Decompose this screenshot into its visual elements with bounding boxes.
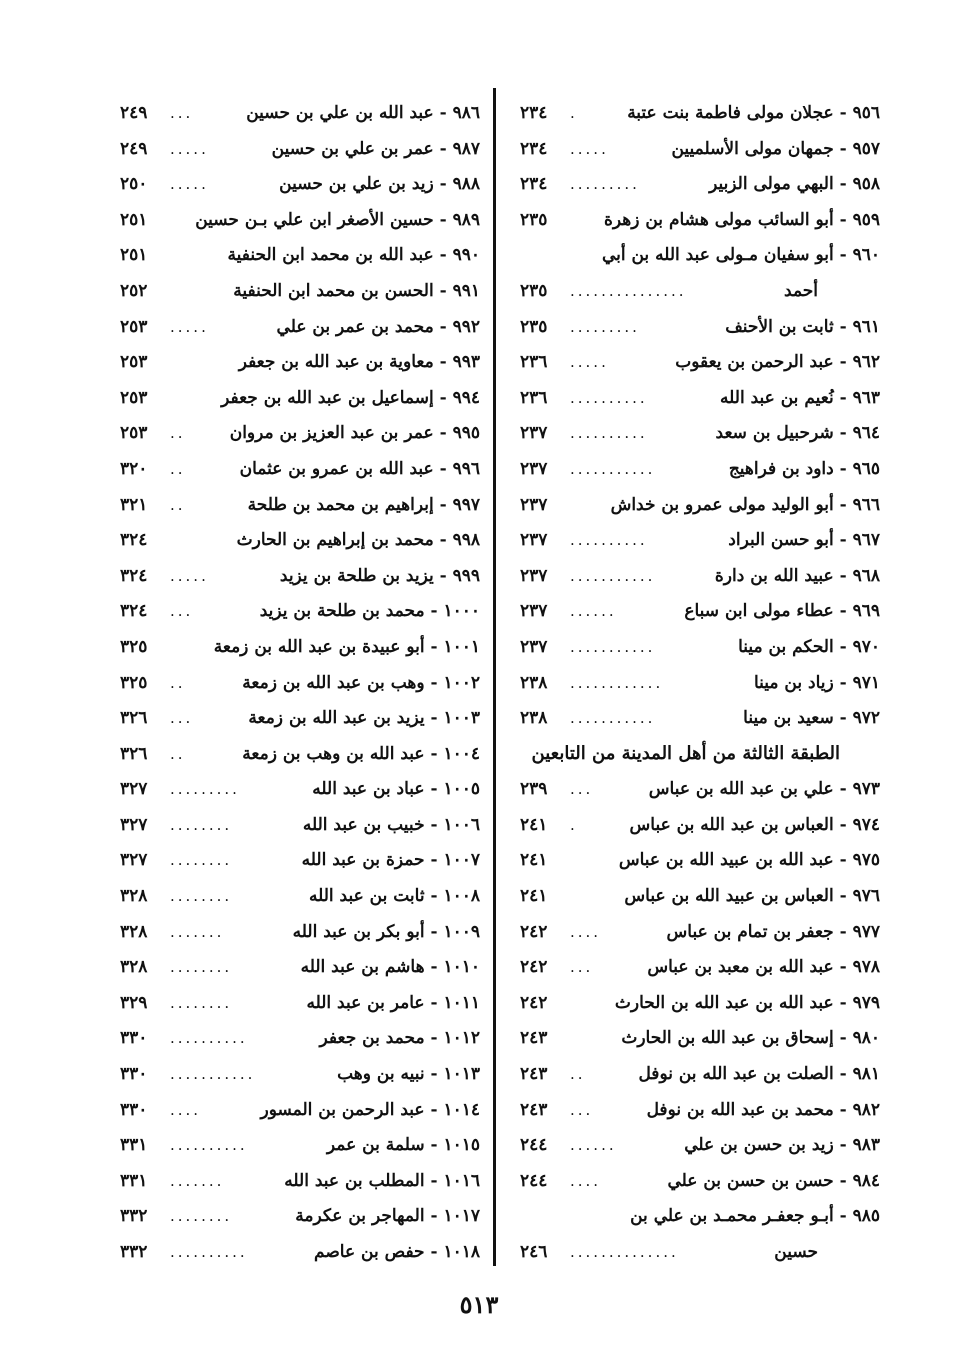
leader-dots: ...... — [570, 1136, 617, 1155]
leader-dots: ........ — [170, 958, 233, 977]
entry-page-number: ٢٤١ — [520, 886, 548, 907]
column-divider — [493, 88, 496, 1266]
index-entry — [108, 523, 480, 559]
leader-dots: .... — [570, 1171, 602, 1190]
entry-title: ٩٧٨ - عبد الله بن معبد بن عباس — [647, 957, 880, 978]
index-entry — [508, 986, 880, 1022]
leader-dots: .......... — [170, 1029, 248, 1048]
index-entry — [108, 630, 480, 666]
entry-title: ٩٩١ - الحسن بن محمد ابن الحنفية — [233, 280, 480, 301]
leader-dots: ..... — [170, 175, 209, 194]
leader-dots: ....... — [170, 922, 225, 941]
entry-title: ٩٧٥ - عبد الله بن عبيد الله بن عباس — [618, 850, 880, 871]
index-entry — [508, 808, 880, 844]
leader-dots: ...... — [570, 602, 617, 621]
entry-page-number: ٣٢٥ — [120, 636, 148, 657]
entry-title: ١٠١٢ - محمد بن جعفر — [319, 1028, 480, 1049]
leader-dots: ........ — [170, 993, 233, 1012]
leader-dots: .. — [170, 424, 186, 443]
entry-title: ١٠١٦ - المطلب بن عبد الله — [284, 1170, 480, 1191]
entry-page-number: ٣٣٢ — [120, 1242, 148, 1262]
entry-page-number: ٢٥٢ — [120, 280, 148, 301]
index-entry — [508, 416, 880, 452]
entry-page-number: ٢٤٦ — [520, 1242, 548, 1262]
leader-dots: .. — [170, 495, 186, 514]
entry-page-number: ٢٤٣ — [520, 1064, 548, 1085]
index-entry — [508, 1235, 880, 1271]
entry-title: ٩٨٩ - حسين الأصغر ابن علي بـن حسين — [195, 209, 480, 230]
entry-page-number: ٢٣٥ — [520, 280, 548, 301]
index-entry — [508, 594, 880, 630]
index-entry — [508, 630, 880, 666]
leader-dots: ............ — [570, 673, 664, 692]
index-entry — [108, 96, 480, 132]
leader-dots: ..... — [170, 317, 209, 336]
index-entry — [108, 1164, 480, 1200]
index-entry — [508, 701, 880, 737]
entry-title: ٩٨٥ - أبـو جعفـر محمـد بن علي بن — [630, 1206, 880, 1227]
index-entry — [508, 1057, 880, 1093]
entry-title: ٩٦٦ - أبو الوليد مولى عمرو بن خداش — [610, 494, 880, 515]
entry-page-number: ٢٥١ — [120, 245, 148, 266]
index-entry — [108, 772, 480, 808]
entry-title: ٩٧٦ - العباس بن عبيد الله بن عباس — [624, 886, 880, 907]
entry-page-number: ٢٤٢ — [520, 992, 548, 1013]
entry-title: ٩٩٤ - إسماعيل بن عبد الله بن جعفر — [221, 387, 480, 408]
entry-title: ١٠١٤ - عبد الرحمن بن المسور — [260, 1099, 480, 1120]
index-entry — [508, 381, 880, 417]
entry-page-number: ٣٢٧ — [120, 779, 148, 800]
entry-title: ١٠٠٥ - عباد بن عبد الله — [312, 779, 480, 800]
entry-page-number: ٢٥٣ — [120, 387, 148, 408]
index-entry — [108, 950, 480, 986]
entry-page-number: ٣٣١ — [120, 1170, 148, 1191]
entry-title: ١٠٠٦ - خبيب بن عبد الله — [302, 814, 480, 835]
entry-page-number: ٢٣٥ — [520, 316, 548, 337]
entry-title: ٩٩٣ - معاوية بن عبد الله بن جعفر — [238, 352, 480, 373]
index-entry — [508, 666, 880, 702]
entry-title: ٩٧٩ - عبد الله بن عبد الله بن الحارث — [614, 992, 880, 1013]
left-column — [108, 96, 480, 1271]
leader-dots: ..... — [570, 353, 609, 372]
index-entry — [508, 1199, 880, 1235]
entry-page-number: ٢٣٥ — [520, 209, 548, 230]
index-entry — [108, 1093, 480, 1129]
leader-dots: ........... — [570, 709, 656, 728]
entry-page-number: ٢٣٧ — [520, 458, 548, 479]
index-entry — [108, 1199, 480, 1235]
entry-page-number: ٣٢٠ — [120, 458, 148, 479]
leader-dots: ..... — [570, 139, 609, 158]
entry-page-number: ٢٤١ — [520, 850, 548, 871]
leader-dots: ... — [170, 602, 194, 621]
entry-page-number: ٢٥٣ — [120, 352, 148, 373]
index-entry — [508, 274, 880, 310]
entry-title: ٩٨٠ - إسحاق بن عبد الله بن الحارث — [621, 1028, 880, 1049]
entry-title: ٩٩٥ - عمر بن عبد العزيز بن مروان — [229, 423, 480, 444]
entry-title: ١٠٠٢ - وهب بن عبد الله بن زمعة — [242, 672, 480, 693]
entry-page-number: ٢٤٤ — [520, 1135, 548, 1156]
index-entry — [508, 1093, 880, 1129]
section-heading — [508, 737, 880, 773]
index-entry — [508, 523, 880, 559]
entry-title: ٩٨٨ - زيد بن علي بن حسين — [279, 174, 480, 195]
index-entry — [108, 132, 480, 168]
entry-page-number: ٢٣٤ — [520, 138, 548, 159]
leader-dots: .......... — [570, 424, 648, 443]
entry-page-number: ٢٣٧ — [520, 601, 548, 622]
leader-dots: .......... — [170, 1136, 248, 1155]
entry-title: ٩٧٣ - علي بن عبد الله بن عباس — [648, 779, 880, 800]
leader-dots: ........ — [170, 887, 233, 906]
entry-title: ٩٦٢ - عبد الرحمن بن يعقوب — [675, 352, 880, 373]
entry-title: ١٠٠٨ - ثابت بن عبد الله — [308, 886, 480, 907]
entry-page-number: ٢٣٦ — [520, 387, 548, 408]
leader-dots: ........ — [170, 815, 233, 834]
entry-title: ٩٦٧ - أبو حسن البراد — [728, 530, 880, 551]
entry-title: ٩٥٨ - البهي مولى الزبير — [709, 174, 880, 195]
index-entry — [508, 559, 880, 595]
index-entry — [108, 559, 480, 595]
entry-page-number: ٣٢٧ — [120, 814, 148, 835]
entry-title: ٩٧٤ - العباس بن عبد الله بن عباس — [629, 814, 880, 835]
leader-dots: ............... — [570, 281, 687, 300]
leader-dots: ... — [570, 1100, 594, 1119]
entry-title: ١٠١٧ - المهاجر بن عكرمة — [295, 1206, 480, 1227]
entry-title: ١٠١٠ - هاشم بن عبد الله — [300, 957, 480, 978]
index-entry — [508, 772, 880, 808]
index-entry — [108, 488, 480, 524]
entry-page-number: ٢٤٩ — [120, 138, 148, 159]
entry-title: ٩٩٩ - يزيد بن طلحة بن يزيد — [279, 565, 480, 586]
leader-dots: ........ — [170, 1207, 233, 1226]
index-entry — [108, 737, 480, 773]
index-entry — [108, 1057, 480, 1093]
entry-page-number: ٣٢٤ — [120, 565, 148, 586]
page-number: ٥١٣ — [459, 1290, 499, 1319]
leader-dots: ..... — [170, 139, 209, 158]
index-entry — [508, 167, 880, 203]
index-entry — [508, 915, 880, 951]
entry-title: ٩٥٦ - عجلان مولى فاطمة بنت عتبة — [627, 103, 880, 123]
leader-dots: . — [570, 104, 578, 122]
entry-page-number: ٣٢٦ — [120, 743, 148, 764]
entry-title: ٩٥٩ - أبو السائب مولى هشام بن زهرة — [603, 209, 880, 230]
entry-page-number: ٢٤١ — [520, 814, 548, 835]
entry-title: ٩٧٧ - جعفر بن تمام بن عباس — [666, 921, 880, 942]
index-entry — [508, 843, 880, 879]
entry-title: ١٠٠٤ - عبد الله بن وهب بن زمعة — [242, 743, 480, 764]
entry-page-number: ٣٣٠ — [120, 1064, 148, 1085]
entry-page-number: ٢٣٧ — [520, 636, 548, 657]
entry-title: ٩٦٨ - عبيد الله بن دارة — [714, 565, 880, 586]
entry-page-number: ٣٢٨ — [120, 921, 148, 942]
leader-dots: ......... — [570, 317, 640, 336]
leader-dots: ... — [570, 958, 594, 977]
entry-page-number: ٢٣٨ — [520, 672, 548, 693]
entry-title: ٩٨٦ - عبد الله بن علي بن حسين — [246, 103, 480, 123]
index-entry — [508, 1128, 880, 1164]
index-entry — [108, 310, 480, 346]
leader-dots: ... — [170, 104, 194, 122]
entry-page-number: ٣٢٧ — [120, 850, 148, 871]
leader-dots: ........... — [570, 459, 656, 478]
leader-dots: ......... — [570, 175, 640, 194]
leader-dots: .. — [170, 673, 186, 692]
entry-page-number: ٣٢٥ — [120, 672, 148, 693]
index-entry — [508, 96, 880, 132]
index-entry — [508, 879, 880, 915]
index-entry — [108, 666, 480, 702]
entry-page-number: ٣٣٠ — [120, 1099, 148, 1120]
entry-page-number: ٢٥٣ — [120, 423, 148, 444]
leader-dots: . — [570, 815, 578, 834]
index-entry — [108, 843, 480, 879]
entry-page-number: ٢٤٢ — [520, 957, 548, 978]
entry-page-number: ٢٣٨ — [520, 708, 548, 729]
entry-title: ١٠٠٠ - محمد بن طلحة بن يزيد — [259, 601, 480, 622]
index-entry — [108, 701, 480, 737]
entry-title: ١٠٠١ - أبو عبيدة بن عبد الله بن زمعة — [213, 636, 480, 657]
entry-title: أحمد — [784, 280, 818, 301]
entry-title: ٩٦٩ - عطاء مولى ابن سباع — [684, 601, 880, 622]
entry-page-number: ٣٢٨ — [120, 957, 148, 978]
entry-title: ٩٩٧ - إبراهيم بن محمد بن طلحة — [247, 494, 480, 515]
entry-page-number: ٢٥١ — [120, 209, 148, 230]
leader-dots: .. — [170, 459, 186, 478]
entry-page-number: ٣٣١ — [120, 1135, 148, 1156]
entry-title: ١٠٠٩ - أبو بكر بن عبد الله — [292, 921, 480, 942]
leader-dots: .......... — [570, 531, 648, 550]
index-entry — [108, 594, 480, 630]
entry-title: ٩٨٤ - حسن بن حسن بن علي — [667, 1170, 880, 1191]
entry-title: ١٠١٨ - حفص بن عاصم — [314, 1242, 480, 1262]
leader-dots: ........ — [170, 851, 233, 870]
leader-dots: ......... — [170, 780, 240, 799]
index-entry — [108, 274, 480, 310]
leader-dots: .............. — [570, 1243, 679, 1261]
entry-page-number: ٣٢٤ — [120, 601, 148, 622]
index-entry — [508, 488, 880, 524]
index-entry — [508, 452, 880, 488]
entry-page-number: ٣٣٢ — [120, 1206, 148, 1227]
right-column — [508, 96, 880, 1271]
index-entry — [508, 203, 880, 239]
entry-page-number: ٢٣٤ — [520, 174, 548, 195]
entry-page-number: ٣٢٨ — [120, 886, 148, 907]
index-entry — [108, 1021, 480, 1057]
entry-page-number: ٢٤٣ — [520, 1028, 548, 1049]
index-entry — [108, 808, 480, 844]
entry-title: ١٠٠٧ - حمزة بن عبد الله — [301, 850, 480, 871]
leader-dots: ........... — [170, 1065, 256, 1084]
entry-page-number: ٢٣٧ — [520, 530, 548, 551]
index-entry — [108, 238, 480, 274]
entry-page-number: ٢٣٧ — [520, 494, 548, 515]
leader-dots: .......... — [570, 388, 648, 407]
entry-title: ٩٦٤ - شرحبيل بن سعد — [715, 423, 880, 444]
leader-dots: .. — [170, 744, 186, 763]
index-entry — [508, 310, 880, 346]
entry-page-number: ٢٤٤ — [520, 1170, 548, 1191]
index-entry — [108, 879, 480, 915]
entry-page-number: ٢٥٣ — [120, 316, 148, 337]
entry-page-number: ٢٤٣ — [520, 1099, 548, 1120]
entry-title: ٩٩٦ - عبد الله بن عمرو بن عثمان — [239, 458, 480, 479]
entry-title: ٩٦٥ - داود بن فراهيج — [728, 458, 880, 479]
entry-title: ٩٥٧ - جمهان مولى الأسلميين — [671, 138, 880, 159]
entry-title: ٩٦٣ - نُعيم بن عبد الله — [720, 387, 880, 408]
leader-dots: ........... — [570, 566, 656, 585]
leader-dots: ........... — [570, 637, 656, 656]
entry-title: ٩٦١ - ثابت بن الأحنف — [725, 316, 880, 337]
entry-title: ٩٨٢ - محمد بن عبد الله بن نوفل — [646, 1099, 880, 1120]
entry-page-number: ٣٢٩ — [120, 992, 148, 1013]
entry-page-number: ٣٢٦ — [120, 708, 148, 729]
leader-dots: ....... — [170, 1171, 225, 1190]
index-entry — [108, 203, 480, 239]
entry-title: ٩٦٠ - أبو سفيان مـولى عبد الله بن أبي — [601, 245, 880, 266]
entry-title: ٩٨١ - الصلت بن عبد الله بن نوفل — [638, 1064, 880, 1085]
leader-dots: .......... — [170, 1243, 248, 1261]
entry-title: ٩٩٨ - محمد بن إبراهيم بن الحارث — [236, 530, 480, 551]
entry-title: ١٠٠٣ - يزيد بن عبد الله بن زمعة — [248, 708, 480, 729]
entry-page-number: ٣٢٤ — [120, 530, 148, 551]
index-entry — [108, 986, 480, 1022]
entry-page-number: ٣٣٠ — [120, 1028, 148, 1049]
entry-title: حسين — [774, 1242, 818, 1262]
index-entry — [108, 167, 480, 203]
index-entry — [108, 452, 480, 488]
entry-title: ٩٧٠ - الحكم بن مينا — [738, 636, 880, 657]
index-entry — [508, 950, 880, 986]
entry-title: ٩٩٠ - عبد الله بن محمد ابن الحنفية — [227, 245, 480, 266]
index-entry — [508, 132, 880, 168]
entry-page-number: ٢٣٧ — [520, 565, 548, 586]
entry-title: ١٠١٥ - سلمة بن عمر — [326, 1135, 480, 1156]
leader-dots: ... — [570, 780, 594, 799]
index-entry — [508, 1164, 880, 1200]
index-entry — [508, 345, 880, 381]
leader-dots: .... — [170, 1100, 202, 1119]
entry-page-number: ٢٤٩ — [120, 103, 148, 123]
entry-page-number: ٢٣٩ — [520, 779, 548, 800]
index-entry — [108, 416, 480, 452]
entry-title: ٩٨٧ - عمر بن علي بن حسين — [271, 138, 480, 159]
index-entry — [108, 345, 480, 381]
entry-title: ٩٩٢ - محمد بن عمر بن علي — [276, 316, 480, 337]
index-entry — [508, 238, 880, 274]
index-entry — [108, 381, 480, 417]
index-entry — [108, 915, 480, 951]
index-entry — [108, 1128, 480, 1164]
entry-title: ١٠١٣ - نبيه بن وهب — [337, 1064, 480, 1085]
entry-page-number: ٢٤٢ — [520, 921, 548, 942]
entry-title: ١٠١١ - عامر بن عبد الله — [306, 992, 480, 1013]
index-entry — [108, 1235, 480, 1271]
index-entry — [508, 1021, 880, 1057]
section-heading-text: الطبقة الثالثة من أهل المدينة من التابعين — [531, 742, 840, 764]
leader-dots: .. — [570, 1065, 586, 1084]
entry-page-number: ٢٣٧ — [520, 423, 548, 444]
entry-page-number: ٢٣٤ — [520, 103, 548, 123]
entry-title: ٩٧١ - زياد بن مينا — [753, 672, 880, 693]
entry-title: ٩٧٢ - سعيد بن مينا — [743, 708, 880, 729]
entry-page-number: ٣٢١ — [120, 494, 148, 515]
entry-page-number: ٢٥٠ — [120, 174, 148, 195]
leader-dots: .... — [570, 922, 602, 941]
entry-title: ٩٨٣ - زيد بن حسن بن علي — [684, 1135, 880, 1156]
entry-page-number: ٢٣٦ — [520, 352, 548, 373]
leader-dots: ... — [170, 709, 194, 728]
leader-dots: ..... — [170, 566, 209, 585]
